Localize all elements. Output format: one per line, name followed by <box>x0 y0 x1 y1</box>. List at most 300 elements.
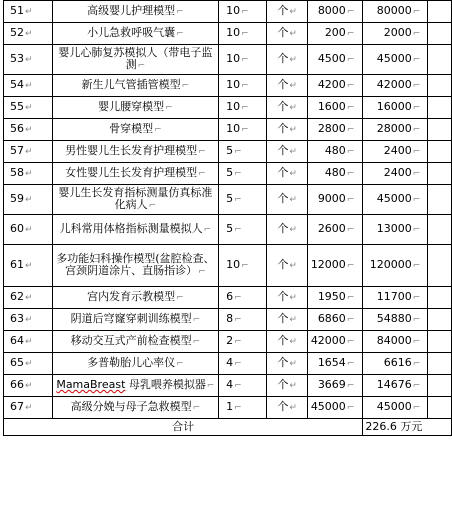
paragraph-mark-icon: ⌐ <box>346 225 355 235</box>
paragraph-mark-icon: ↵ <box>289 359 297 369</box>
paragraph-mark-icon: ⌐ <box>346 7 355 17</box>
paragraph-mark-icon: ⌐ <box>176 293 184 303</box>
item-quantity <box>219 287 267 309</box>
row-index-text: 55 <box>10 100 24 113</box>
item-unit <box>266 331 308 353</box>
paragraph-mark-icon: ⌐ <box>346 81 355 91</box>
paragraph-mark-icon: ⌐ <box>181 81 190 91</box>
note-cell <box>428 397 452 419</box>
paragraph-mark-icon: ⌐ <box>234 169 242 179</box>
item-name <box>52 97 218 119</box>
item-unit <box>266 163 308 185</box>
row-index-text: 63 <box>10 312 24 325</box>
paragraph-mark-icon: ⌐ <box>412 29 421 39</box>
row-index <box>4 353 53 375</box>
row-index-text: 56 <box>10 122 24 135</box>
row-index-text: 52 <box>10 26 24 39</box>
paragraph-mark-icon: ⌐ <box>241 7 249 17</box>
item-unit-price-text: 480 <box>324 166 346 179</box>
note-cell <box>428 23 452 45</box>
row-index-text: 59 <box>10 192 24 205</box>
item-unit-price <box>308 75 363 97</box>
note-cell <box>428 119 452 141</box>
paragraph-mark-icon: ⌐ <box>346 315 355 325</box>
item-unit-text: 个 <box>277 312 289 325</box>
paragraph-mark-icon: ⌐ <box>234 381 242 391</box>
row-index-text: 51 <box>10 4 24 17</box>
row-index-text: 64 <box>10 334 24 347</box>
paragraph-mark-icon: ↵ <box>25 125 33 135</box>
item-quantity <box>219 1 267 23</box>
item-unit-price <box>308 245 363 287</box>
item-unit-text: 个 <box>277 378 289 391</box>
paragraph-mark-icon: ↵ <box>289 195 297 205</box>
item-unit-text: 个 <box>277 222 289 235</box>
item-name <box>52 397 218 419</box>
item-total-text: 80000 <box>376 4 412 17</box>
row-index <box>4 119 53 141</box>
item-total <box>363 1 428 23</box>
item-unit-text: 个 <box>277 122 289 135</box>
summary-label-text: 合计 <box>172 420 195 433</box>
table-row <box>4 23 452 45</box>
paragraph-mark-icon: ↵ <box>289 261 297 271</box>
paragraph-mark-icon: ↵ <box>25 359 33 369</box>
item-name-text: 婴儿心肺复苏模拟人（带电子监测 <box>58 46 213 71</box>
row-index <box>4 331 53 353</box>
item-name <box>52 287 218 309</box>
paragraph-mark-icon: ⌐ <box>234 293 242 303</box>
note-cell <box>428 141 452 163</box>
table-row <box>4 375 452 397</box>
item-unit-price <box>308 45 363 75</box>
item-name-text: 多功能妇科操作模型(盆腔检查、宫颈阴道涂片、直肠指诊） <box>56 252 215 277</box>
item-quantity <box>219 397 267 419</box>
item-name-text: MamaBreast 母乳喂养模拟器 <box>56 378 206 391</box>
note-cell <box>428 45 452 75</box>
paragraph-mark-icon: ↵ <box>289 169 297 179</box>
item-name <box>52 141 218 163</box>
paragraph-mark-icon: ↵ <box>289 403 297 413</box>
note-cell <box>428 375 452 397</box>
item-unit-price-text: 12000 <box>310 258 346 271</box>
row-index <box>4 375 53 397</box>
paragraph-mark-icon: ⌐ <box>241 261 249 271</box>
row-index <box>4 309 53 331</box>
item-unit-text: 个 <box>277 144 289 157</box>
item-unit-text: 个 <box>277 166 289 179</box>
paragraph-mark-icon: ⌐ <box>154 125 162 135</box>
item-total <box>363 185 428 215</box>
paragraph-mark-icon: ↵ <box>25 403 33 413</box>
item-name-text: 高级分娩与母子急救模型 <box>70 400 192 413</box>
item-unit-price-text: 9000 <box>317 192 346 205</box>
item-unit <box>266 309 308 331</box>
paragraph-mark-icon: ↵ <box>289 147 297 157</box>
item-unit-price <box>308 215 363 245</box>
item-unit-text: 个 <box>277 258 289 271</box>
item-name-text: 移动交互式产前检查模型 <box>70 334 192 347</box>
paragraph-mark-icon: ⌐ <box>192 337 201 347</box>
item-unit <box>266 375 308 397</box>
item-unit-price <box>308 185 363 215</box>
paragraph-mark-icon: ⌐ <box>241 125 249 135</box>
table-row <box>4 397 452 419</box>
item-total <box>363 331 428 353</box>
table-row <box>4 185 452 215</box>
item-unit-price <box>308 163 363 185</box>
item-name <box>52 215 218 245</box>
paragraph-mark-icon: ⌐ <box>165 103 173 113</box>
row-index <box>4 215 53 245</box>
note-cell <box>428 309 452 331</box>
note-cell <box>428 185 452 215</box>
item-total <box>363 375 428 397</box>
note-cell <box>428 245 452 287</box>
row-index <box>4 97 53 119</box>
item-total <box>363 163 428 185</box>
row-index-text: 67 <box>10 400 24 413</box>
row-index <box>4 1 53 23</box>
paragraph-mark-icon: ↵ <box>25 195 33 205</box>
summary-value-text: 226.6 万元 <box>365 420 423 433</box>
item-name-text: 高级婴儿护理模型 <box>87 4 176 17</box>
item-unit-price <box>308 119 363 141</box>
item-name-text: 新生儿气管插管模型 <box>81 78 181 91</box>
item-unit-price <box>308 353 363 375</box>
item-quantity-text: 5 <box>226 192 234 205</box>
item-quantity-text: 5 <box>226 144 234 157</box>
item-total-text: 42000 <box>376 78 412 91</box>
item-total <box>363 97 428 119</box>
item-quantity <box>219 215 267 245</box>
item-unit-price <box>308 1 363 23</box>
item-total <box>363 397 428 419</box>
paragraph-mark-icon: ⌐ <box>412 103 421 113</box>
item-unit-price <box>308 309 363 331</box>
item-quantity-text: 4 <box>226 378 234 391</box>
paragraph-mark-icon: ⌐ <box>412 381 421 391</box>
row-index <box>4 287 53 309</box>
summary-row <box>4 419 452 436</box>
item-unit-price-text: 2800 <box>317 122 346 135</box>
item-unit-price-text: 1654 <box>317 356 346 369</box>
paragraph-mark-icon: ⌐ <box>241 55 249 65</box>
item-total-text: 120000 <box>369 258 412 271</box>
paragraph-mark-icon: ↵ <box>25 315 33 325</box>
paragraph-mark-icon: ⌐ <box>234 403 242 413</box>
item-unit-price-text: 8000 <box>317 4 346 17</box>
item-total-text: 84000 <box>376 334 412 347</box>
item-total <box>363 215 428 245</box>
paragraph-mark-icon: ⌐ <box>192 403 201 413</box>
paragraph-mark-icon: ⌐ <box>234 337 242 347</box>
paragraph-mark-icon: ⌐ <box>346 261 355 271</box>
paragraph-mark-icon: ⌐ <box>412 55 421 65</box>
item-quantity <box>219 353 267 375</box>
paragraph-mark-icon: ⌐ <box>412 195 421 205</box>
paragraph-mark-icon: ⌐ <box>412 337 421 347</box>
item-name <box>52 309 218 331</box>
item-unit-text: 个 <box>277 52 289 65</box>
item-name <box>52 23 218 45</box>
item-unit-price-text: 4200 <box>317 78 346 91</box>
item-total-text: 13000 <box>376 222 412 235</box>
paragraph-mark-icon: ⌐ <box>412 7 421 17</box>
summary-value <box>363 419 452 436</box>
paragraph-mark-icon: ⌐ <box>234 195 242 205</box>
item-quantity <box>219 45 267 75</box>
paragraph-mark-icon: ↵ <box>289 293 297 303</box>
paragraph-mark-icon: ↵ <box>289 29 297 39</box>
paragraph-mark-icon: ⌐ <box>176 7 184 17</box>
item-unit <box>266 185 308 215</box>
item-name-text: 骨穿模型 <box>109 122 154 135</box>
item-total-text: 54880 <box>376 312 412 325</box>
item-quantity <box>219 245 267 287</box>
item-unit-text: 个 <box>277 100 289 113</box>
paragraph-mark-icon: ⌐ <box>241 81 249 91</box>
note-cell <box>428 287 452 309</box>
paragraph-mark-icon: ⌐ <box>234 359 242 369</box>
paragraph-mark-icon: ⌐ <box>346 125 355 135</box>
paragraph-mark-icon: ↵ <box>25 147 33 157</box>
paragraph-mark-icon: ⌐ <box>346 381 355 391</box>
item-name <box>52 119 218 141</box>
paragraph-mark-icon: ⌐ <box>192 315 201 325</box>
paragraph-mark-icon: ↵ <box>25 261 33 271</box>
item-unit-price-text: 3669 <box>317 378 346 391</box>
item-name-text: 婴儿生长发育指标测量仿真标准化病人 <box>58 186 213 211</box>
table-row <box>4 45 452 75</box>
item-unit <box>266 215 308 245</box>
paragraph-mark-icon: ⌐ <box>206 381 215 391</box>
row-index-text: 65 <box>10 356 24 369</box>
item-total-text: 11700 <box>376 290 412 303</box>
item-unit-price-text: 200 <box>324 26 346 39</box>
item-unit <box>266 1 308 23</box>
paragraph-mark-icon: ⌐ <box>234 315 242 325</box>
row-index <box>4 185 53 215</box>
item-unit-text: 个 <box>277 356 289 369</box>
paragraph-mark-icon: ↵ <box>25 7 33 17</box>
row-index <box>4 75 53 97</box>
item-name <box>52 331 218 353</box>
paragraph-mark-icon: ↵ <box>289 315 297 325</box>
paragraph-mark-icon: ⌐ <box>412 225 421 235</box>
paragraph-mark-icon: ⌐ <box>346 403 355 413</box>
paragraph-mark-icon: ⌐ <box>412 403 421 413</box>
table-row <box>4 215 452 245</box>
item-total-text: 16000 <box>376 100 412 113</box>
paragraph-mark-icon: ⌐ <box>346 195 355 205</box>
paragraph-mark-icon: ⌐ <box>346 55 355 65</box>
table-row <box>4 75 452 97</box>
item-unit-text: 个 <box>277 334 289 347</box>
paragraph-mark-icon: ↵ <box>289 337 297 347</box>
paragraph-mark-icon: ↵ <box>25 293 33 303</box>
item-quantity <box>219 23 267 45</box>
item-name <box>52 185 218 215</box>
item-name-text: 小儿急救呼吸气囊 <box>87 26 176 39</box>
note-cell <box>428 97 452 119</box>
item-total <box>363 309 428 331</box>
item-unit <box>266 141 308 163</box>
row-index <box>4 397 53 419</box>
item-unit <box>266 119 308 141</box>
item-unit-price <box>308 397 363 419</box>
item-quantity-text: 6 <box>226 290 234 303</box>
paragraph-mark-icon: ⌐ <box>346 337 355 347</box>
table-row <box>4 331 452 353</box>
paragraph-mark-icon: ⌐ <box>412 315 421 325</box>
item-total-text: 45000 <box>376 52 412 65</box>
item-name <box>52 45 218 75</box>
item-unit <box>266 397 308 419</box>
item-unit-text: 个 <box>277 78 289 91</box>
table-row <box>4 141 452 163</box>
paragraph-mark-icon: ↵ <box>25 337 33 347</box>
item-unit-price <box>308 287 363 309</box>
paragraph-mark-icon: ↵ <box>289 125 297 135</box>
item-quantity-text: 10 <box>226 100 241 113</box>
item-name <box>52 163 218 185</box>
item-unit-price-text: 2600 <box>317 222 346 235</box>
paragraph-mark-icon: ↵ <box>289 7 297 17</box>
paragraph-mark-icon: ⌐ <box>412 169 421 179</box>
spellcheck-underline: MamaBreast <box>56 378 126 391</box>
note-cell <box>428 353 452 375</box>
row-index <box>4 23 53 45</box>
item-total <box>363 45 428 75</box>
item-unit <box>266 287 308 309</box>
paragraph-mark-icon: ↵ <box>25 381 33 391</box>
item-quantity <box>219 97 267 119</box>
item-total-text: 2400 <box>383 144 412 157</box>
item-quantity-text: 10 <box>226 122 241 135</box>
item-quantity-text: 4 <box>226 356 234 369</box>
item-quantity-text: 2 <box>226 334 234 347</box>
item-total-text: 45000 <box>376 192 412 205</box>
paragraph-mark-icon: ⌐ <box>412 81 421 91</box>
item-unit-text: 个 <box>277 4 289 17</box>
item-quantity-text: 1 <box>226 400 234 413</box>
item-unit <box>266 45 308 75</box>
item-quantity <box>219 119 267 141</box>
item-unit <box>266 245 308 287</box>
item-total-text: 2000 <box>383 26 412 39</box>
paragraph-mark-icon: ⌐ <box>346 29 355 39</box>
item-quantity-text: 10 <box>226 52 241 65</box>
paragraph-mark-icon: ↵ <box>25 103 33 113</box>
row-index-text: 62 <box>10 290 24 303</box>
item-unit-price-text: 45000 <box>310 400 346 413</box>
paragraph-mark-icon: ↵ <box>25 169 33 179</box>
row-index-text: 54 <box>10 78 24 91</box>
row-index-text: 60 <box>10 222 24 235</box>
item-name-text: 女性婴儿生长发育护理模型 <box>65 166 198 179</box>
item-name <box>52 375 218 397</box>
paragraph-mark-icon: ↵ <box>25 225 33 235</box>
item-quantity <box>219 331 267 353</box>
item-total-text: 28000 <box>376 122 412 135</box>
item-quantity-text: 5 <box>226 166 234 179</box>
note-cell <box>428 331 452 353</box>
item-total-text: 14676 <box>376 378 412 391</box>
item-quantity <box>219 375 267 397</box>
item-unit <box>266 353 308 375</box>
paragraph-mark-icon: ↵ <box>289 55 297 65</box>
item-quantity <box>219 141 267 163</box>
paragraph-mark-icon: ↵ <box>289 225 297 235</box>
row-index <box>4 245 53 287</box>
item-unit-text: 个 <box>277 192 289 205</box>
item-unit-price <box>308 23 363 45</box>
table-row <box>4 97 452 119</box>
table-row <box>4 163 452 185</box>
item-unit-text: 个 <box>277 290 289 303</box>
paragraph-mark-icon: ⌐ <box>346 103 355 113</box>
note-cell <box>428 1 452 23</box>
item-total-text: 2400 <box>383 166 412 179</box>
item-name-text: 男性婴儿生长发育护理模型 <box>65 144 198 157</box>
item-unit-price-text: 4500 <box>317 52 346 65</box>
paragraph-mark-icon: ⌐ <box>198 267 206 277</box>
note-cell <box>428 163 452 185</box>
paragraph-mark-icon: ⌐ <box>137 61 146 71</box>
item-name-text: 多普勒胎儿心率仪 <box>87 356 176 369</box>
row-index <box>4 141 53 163</box>
item-unit-price-text: 480 <box>324 144 346 157</box>
paragraph-mark-icon: ⌐ <box>234 147 242 157</box>
item-quantity-text: 10 <box>226 26 241 39</box>
item-quantity <box>219 185 267 215</box>
item-unit-text: 个 <box>277 400 289 413</box>
paragraph-mark-icon: ⌐ <box>412 261 421 271</box>
item-unit-price <box>308 375 363 397</box>
item-unit-price <box>308 331 363 353</box>
paragraph-mark-icon: ↵ <box>25 29 33 39</box>
paragraph-mark-icon: ⌐ <box>346 293 355 303</box>
paragraph-mark-icon: ⌐ <box>412 125 421 135</box>
item-total-text: 6616 <box>383 356 412 369</box>
item-quantity-text: 8 <box>226 312 234 325</box>
item-name-text: 婴儿腰穿模型 <box>98 100 165 113</box>
paragraph-mark-icon: ⌐ <box>241 29 249 39</box>
paragraph-mark-icon: ⌐ <box>346 147 355 157</box>
paragraph-mark-icon: ↵ <box>289 81 297 91</box>
item-unit <box>266 75 308 97</box>
table-row <box>4 1 452 23</box>
item-name <box>52 1 218 23</box>
paragraph-mark-icon: ⌐ <box>241 103 249 113</box>
row-index <box>4 45 53 75</box>
item-unit-price-text: 1950 <box>317 290 346 303</box>
item-unit-price <box>308 97 363 119</box>
item-unit-text: 个 <box>277 26 289 39</box>
item-quantity <box>219 75 267 97</box>
item-quantity-text: 10 <box>226 258 241 271</box>
item-quantity-text: 10 <box>226 4 241 17</box>
paragraph-mark-icon: ⌐ <box>346 359 355 369</box>
item-unit <box>266 23 308 45</box>
item-name <box>52 75 218 97</box>
paragraph-mark-icon: ⌐ <box>412 293 421 303</box>
item-name-text: 阴道后穹窿穿刺训练模型 <box>70 312 192 325</box>
paragraph-mark-icon: ⌐ <box>176 359 184 369</box>
paragraph-mark-icon: ⌐ <box>198 147 206 157</box>
row-index <box>4 163 53 185</box>
